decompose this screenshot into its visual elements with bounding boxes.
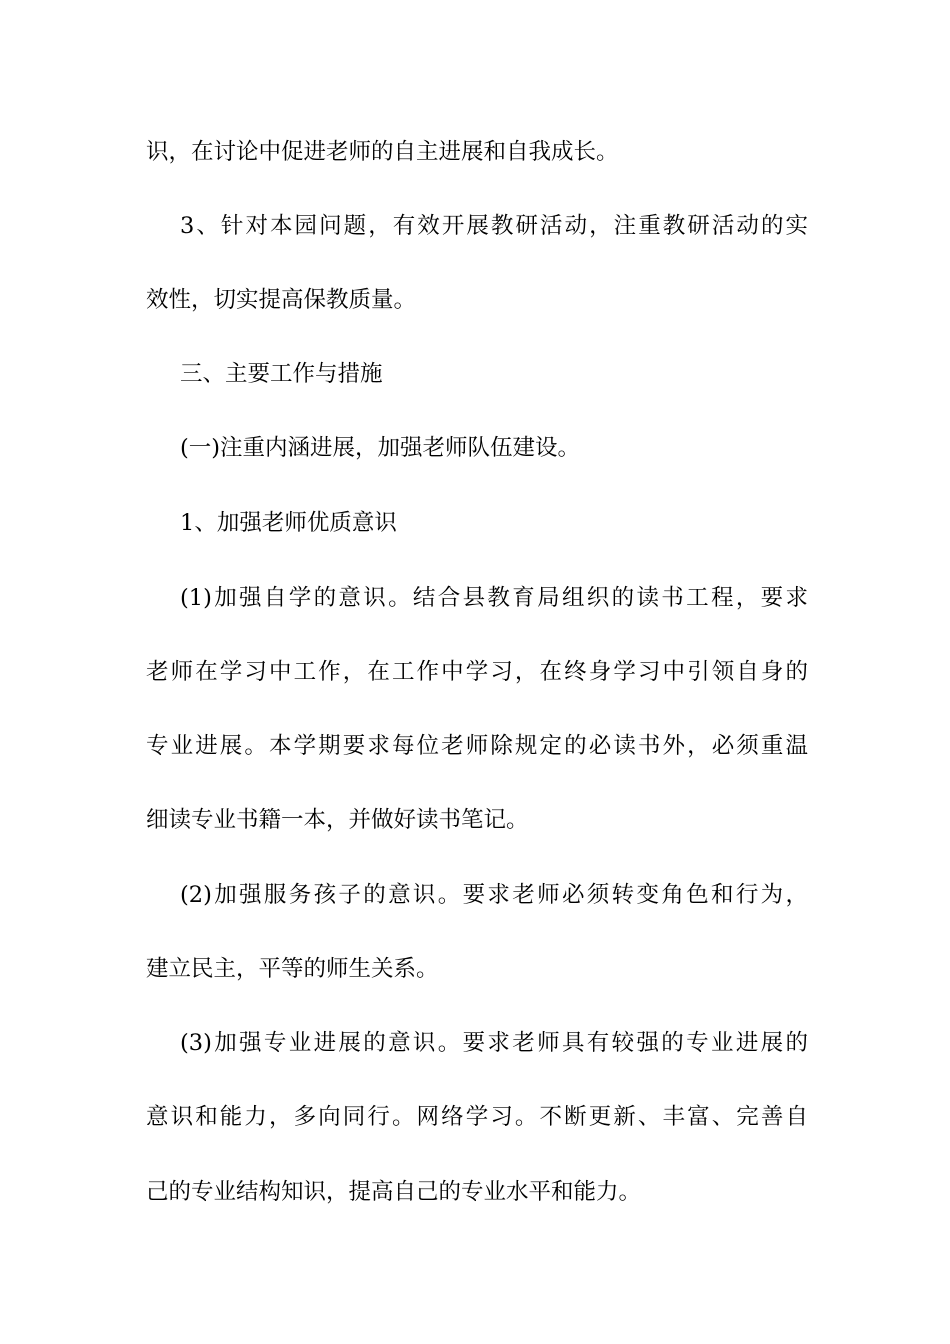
text-line-11: (2)加强服务孩子的意识。要求老师必须转变角色和行为， (180, 882, 808, 908)
text-line-8: 老师在学习中工作，在工作中学习，在终身学习中引领自身的 (146, 659, 808, 685)
text-line-2: 3、针对本园问题，有效开展教研活动，注重教研活动的实 (180, 213, 808, 239)
text-line-10: 细读专业书籍一本，并做好读书笔记。 (146, 807, 529, 833)
text-line-13: (3)加强专业进展的意识。要求老师具有较强的专业进展的 (180, 1030, 808, 1056)
text-line-15: 己的专业结构知识，提高自己的专业水平和能力。 (146, 1179, 642, 1205)
section-heading: 三、主要工作与措施 (180, 361, 383, 387)
text-line-14: 意识和能力，多向同行。网络学习。不断更新、丰富、完善自 (146, 1104, 808, 1130)
text-line-9: 专业进展。本学期要求每位老师除规定的必读书外，必须重温 (146, 733, 808, 759)
text-line-1: 识，在讨论中促进老师的自主进展和自我成长。 (146, 139, 619, 165)
item-heading: 1、加强老师优质意识 (180, 510, 397, 536)
text-line-7: (1)加强自学的意识。结合县教育局组织的读书工程，要求 (180, 585, 808, 611)
text-line-3: 效性，切实提高保教质量。 (146, 287, 417, 313)
subsection-heading: (一)注重内涵进展，加强老师队伍建设。 (180, 435, 581, 461)
text-line-12: 建立民主，平等的师生关系。 (146, 956, 439, 982)
